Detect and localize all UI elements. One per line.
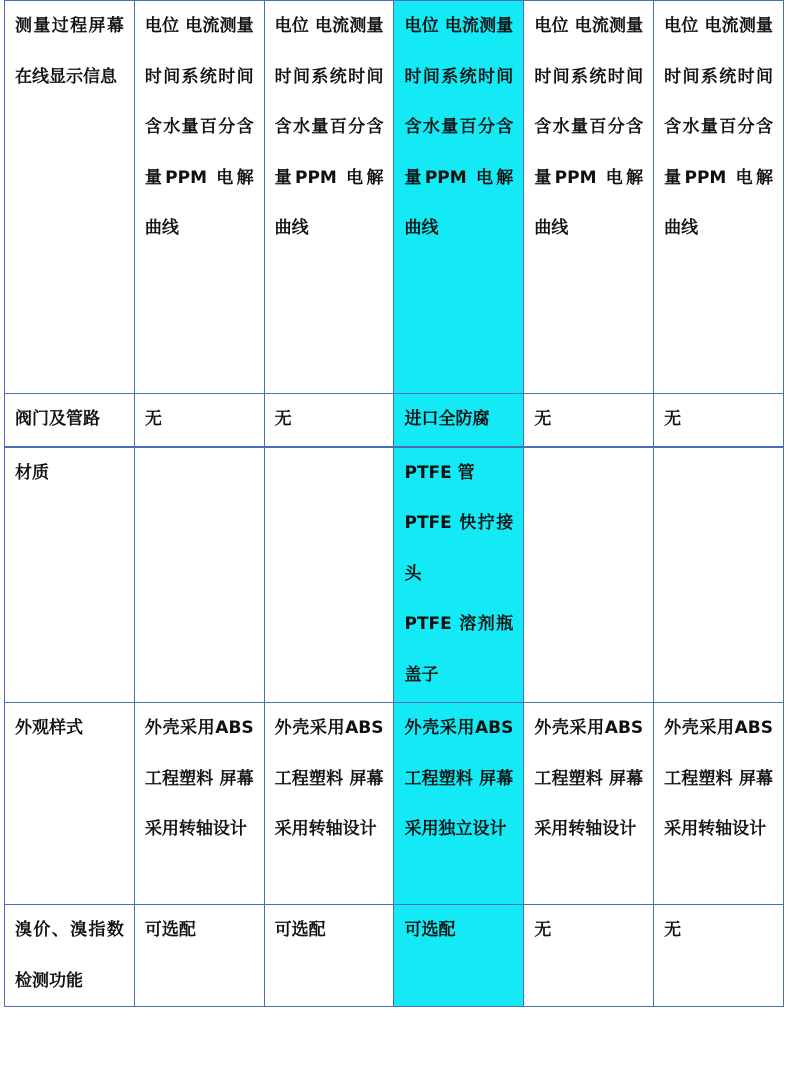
table-cell: 无 bbox=[654, 905, 784, 1007]
table-cell: 可选配 bbox=[264, 905, 394, 1007]
table-cell: 无 bbox=[524, 394, 654, 447]
table-cell: 无 bbox=[524, 905, 654, 1007]
table-cell-highlighted: PTFE 管 PTFE 快拧接头 PTFE 溶剂瓶盖子 bbox=[394, 447, 524, 703]
table-cell bbox=[524, 447, 654, 703]
table-cell: 电位 电流测量时间系统时间含水量百分含量PPM 电解曲线 bbox=[264, 1, 394, 394]
table-cell: 无 bbox=[134, 394, 264, 447]
table-cell-highlighted: 可选配 bbox=[394, 905, 524, 1007]
table-cell: 外壳采用ABS 工程塑料 屏幕采用转轴设计 bbox=[134, 703, 264, 905]
table-cell bbox=[264, 447, 394, 703]
row-appearance bbox=[5, 703, 784, 905]
table-cell-highlighted: 外壳采用ABS 工程塑料 屏幕采用独立设计 bbox=[394, 703, 524, 905]
table-cell: 无 bbox=[264, 394, 394, 447]
table-cell: 电位 电流测量时间系统时间含水量百分含量PPM 电解曲线 bbox=[524, 1, 654, 394]
table-cell: 可选配 bbox=[134, 905, 264, 1007]
table-cell: 电位 电流测量时间系统时间含水量百分含量PPM 电解曲线 bbox=[654, 1, 784, 394]
row-label: 溴价、溴指数检测功能 bbox=[5, 905, 135, 1007]
table-cell bbox=[654, 447, 784, 703]
table-cell: 外壳采用ABS 工程塑料 屏幕采用转轴设计 bbox=[654, 703, 784, 905]
table-cell-highlighted: 电位 电流测量时间系统时间含水量百分含量PPM 电解曲线 bbox=[394, 1, 524, 394]
row-material bbox=[5, 447, 784, 703]
spec-comparison-table bbox=[4, 0, 784, 1007]
row-label: 阀门及管路 bbox=[5, 394, 135, 447]
row-label: 材质 bbox=[5, 447, 135, 703]
table-cell: 无 bbox=[654, 394, 784, 447]
table-cell: 外壳采用ABS 工程塑料 屏幕采用转轴设计 bbox=[264, 703, 394, 905]
row-valves bbox=[5, 394, 784, 447]
table-cell: 电位 电流测量时间系统时间含水量百分含量PPM 电解曲线 bbox=[134, 1, 264, 394]
row-bromine-detection bbox=[5, 905, 784, 1007]
row-label: 测量过程屏幕在线显示信息 bbox=[5, 1, 135, 394]
row-display-info bbox=[5, 1, 784, 394]
row-label: 外观样式 bbox=[5, 703, 135, 905]
table-cell-highlighted: 进口全防腐 bbox=[394, 394, 524, 447]
table-cell bbox=[134, 447, 264, 703]
table-cell: 外壳采用ABS 工程塑料 屏幕采用转轴设计 bbox=[524, 703, 654, 905]
